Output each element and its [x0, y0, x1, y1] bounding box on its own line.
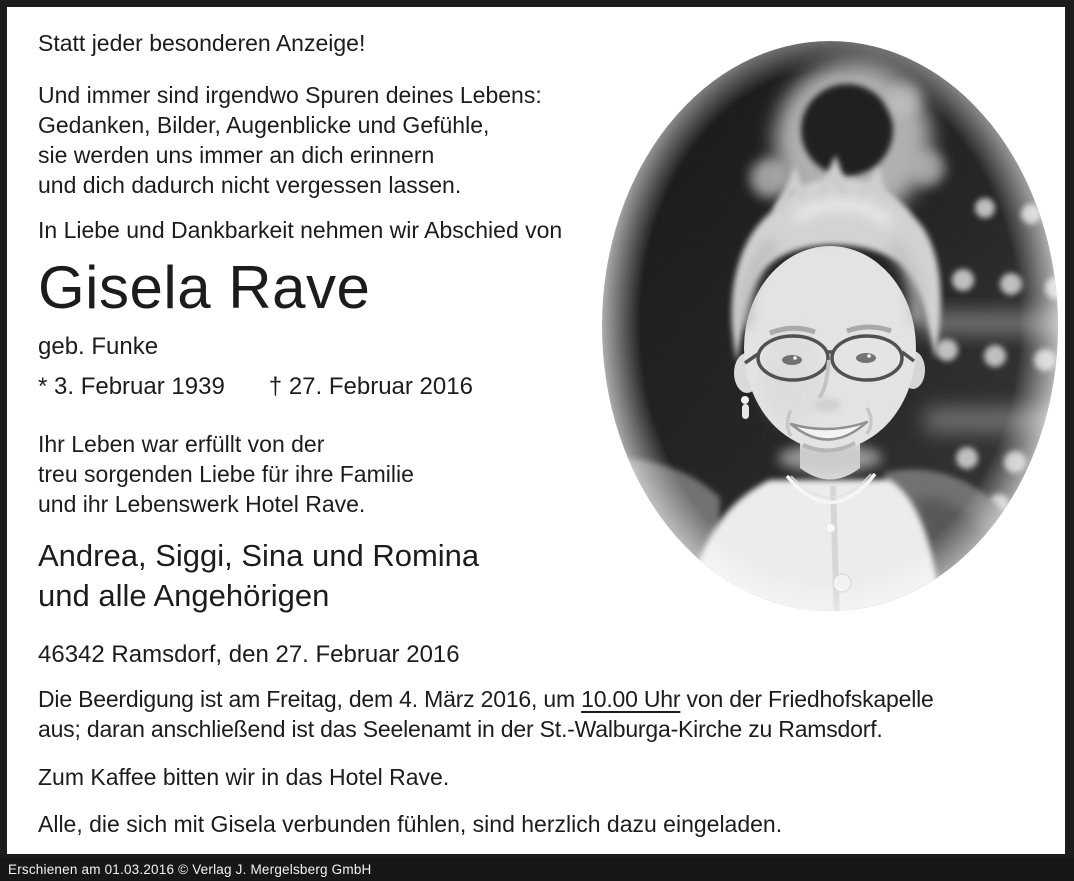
footer-imprint-bar [0, 858, 1074, 881]
tribute-line: und ihr Lebenswerk Hotel Rave. [38, 491, 366, 517]
tribute-line: treu sorgenden Liebe für ihre Familie [38, 461, 414, 487]
general-invitation-line: Alle, die sich mit Gisela verbunden fühlen, sind herzlich dazu eingeladen. [38, 811, 783, 837]
notice-content [7, 7, 1065, 854]
life-dates [38, 371, 1065, 402]
funeral-line-2: aus; daran anschließend ist das Seelenamt in der St.-Walburga-Kirche zu Ramsdorf. [38, 716, 883, 742]
funeral-info-paragraph [38, 684, 1065, 744]
mourners-line: Andrea, Siggi, Sina und Romina [38, 538, 480, 573]
maiden-name: geb. Funke [38, 333, 159, 360]
funeral-text-post: von der Friedhofskapelle [680, 686, 934, 712]
farewell-line: In Liebe und Dankbarkeit nehmen wir Abschied von [38, 217, 563, 243]
funeral-text-pre: Die Beerdigung ist am Freitag, dem 4. März 2016, um [38, 686, 582, 712]
tribute-paragraph [38, 429, 1065, 519]
poem-line: sie werden uns immer an dich erinnern [38, 142, 435, 168]
birth-date: * 3. Februar 1939 [38, 373, 225, 400]
mourners-names [38, 536, 1065, 616]
intro-line: Statt jeder besonderen Anzeige! [38, 30, 366, 56]
footer-imprint-text: Erschienen am 01.03.2016 © Verlag J. Mergelsberg GmbH [8, 862, 372, 877]
coffee-invitation-line: Zum Kaffee bitten wir in das Hotel Rave. [38, 764, 450, 790]
poem-line: Und immer sind irgendwo Spuren deines Lebens: [38, 82, 542, 108]
death-date: † 27. Februar 2016 [268, 373, 473, 400]
funeral-line-1 [38, 684, 1065, 714]
poem-line: und dich dadurch nicht vergessen lassen. [38, 172, 462, 198]
funeral-time: 10.00 Uhr [581, 686, 681, 712]
deceased-name: Gisela Rave [38, 254, 371, 321]
memorial-poem [38, 80, 1065, 200]
mourners-line: und alle Angehörigen [38, 578, 330, 613]
poem-line: Gedanken, Bilder, Augenblicke und Gefühle, [38, 112, 490, 138]
place-date-line: 46342 Ramsdorf, den 27. Februar 2016 [38, 641, 460, 668]
tribute-line: Ihr Leben war erfüllt von der [38, 431, 325, 457]
